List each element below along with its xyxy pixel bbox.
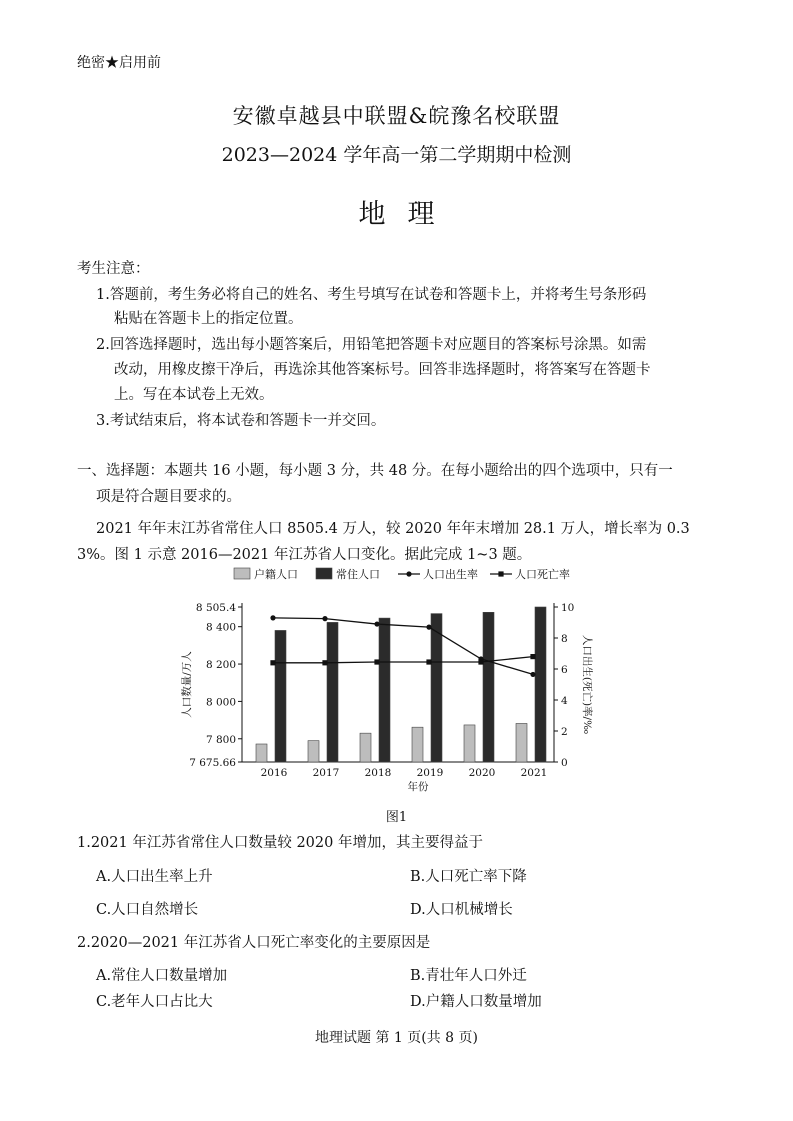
- point-birth-rate: [270, 615, 275, 620]
- bar-huji-population: [308, 741, 319, 762]
- confidential-mark: 绝密★启用前: [77, 55, 161, 71]
- question-2-option-d: D.户籍人口数量增加: [410, 994, 542, 1010]
- y2-tick-label: 10: [561, 602, 575, 614]
- passage-line2: 3%。图 1 示意 2016—2021 年江苏省人口变化。据此完成 1~3 题。: [77, 547, 532, 563]
- question-2-option-a: A.常住人口数量增加: [96, 968, 228, 984]
- y2-tick-label: 4: [561, 695, 568, 707]
- question-1-option-c: C.人口自然增长: [96, 902, 199, 918]
- y-axis-label: 人口数量/万人: [181, 651, 193, 718]
- bar-resident-population: [483, 612, 494, 762]
- bar-huji-population: [256, 744, 267, 762]
- legend-label: 人口死亡率: [515, 568, 570, 581]
- y-tick-label: 7 675.66: [189, 757, 236, 769]
- exam-title-line2: 2023—2024 学年高一第二学期期中检测: [221, 144, 572, 166]
- legend-swatch-resident: [316, 568, 332, 579]
- x-axis-label: 年份: [407, 781, 429, 793]
- notice-item-3: 3.考试结束后，将本试卷和答题卡一并交回。: [96, 413, 386, 429]
- x-tick-label: 2019: [416, 767, 444, 779]
- chart-caption: 图1: [385, 810, 408, 825]
- notice-item-2: 2.回答选择题时，选出每小题答案后，用铅笔把答题卡对应题目的答案标号涂黑。如需: [96, 337, 647, 353]
- legend-marker-square: [498, 571, 503, 576]
- chart-bars: [256, 607, 546, 762]
- section-heading-cont: 项是符合题目要求的。: [96, 489, 241, 505]
- point-birth-rate: [530, 672, 535, 677]
- notice-item-1: 1.答题前，考生务必将自己的姓名、考生号填写在试卷和答题卡上，并将考生号条形码: [96, 287, 647, 303]
- bar-resident-population: [275, 630, 286, 762]
- point-birth-rate: [322, 616, 327, 621]
- legend-label: 常住人口: [336, 568, 380, 581]
- y-tick-label: 8 200: [205, 659, 236, 672]
- point-death-rate: [374, 659, 379, 664]
- y-tick-label: 7 800: [205, 733, 236, 746]
- notice-item-2-cont: 改动，用橡皮擦干净后，再选涂其他答案标号。回答非选择题时，将答案写在答题卡: [114, 362, 651, 378]
- passage-line1: 2021 年年末江苏省常住人口 8505.4 万人，较 2020 年年末增加 28.1 万人，增长率为 0.3: [96, 521, 690, 537]
- section-heading: 一、选择题：本题共 16 小题，每小题 3 分，共 48 分。在每小题给出的四个选项中，只有一: [77, 463, 673, 479]
- legend-label: 户籍人口: [254, 568, 298, 581]
- bar-huji-population: [464, 725, 475, 762]
- x-tick-label: 2021: [520, 767, 548, 779]
- point-death-rate: [270, 660, 275, 665]
- y2-axis-label: 人口出生(死亡)率/‰: [581, 634, 593, 735]
- notice-item-1-cont: 粘贴在答题卡上的指定位置。: [114, 311, 303, 327]
- page-footer: 地理试题 第 1 页(共 8 页): [315, 1030, 478, 1046]
- chart-legend: [234, 567, 570, 581]
- question-1-option-b: B.人口死亡率下降: [410, 869, 527, 885]
- bar-huji-population: [412, 727, 423, 762]
- point-death-rate: [322, 660, 327, 665]
- notice-heading: 考生注意：: [77, 261, 150, 277]
- question-1-stem: 1.2021 年江苏省常住人口数量较 2020 年增加，其主要得益于: [77, 835, 483, 851]
- question-2-stem: 2.2020—2021 年江苏省人口死亡率变化的主要原因是: [77, 935, 431, 951]
- y2-tick-label: 8: [561, 633, 568, 645]
- bar-resident-population: [431, 614, 442, 762]
- x-tick-label: 2018: [364, 767, 392, 779]
- x-tick-label: 2016: [260, 767, 288, 779]
- y2-tick-label: 6: [561, 664, 568, 676]
- point-birth-rate: [426, 625, 431, 630]
- legend-label: 人口出生率: [423, 568, 478, 581]
- bar-huji-population: [516, 723, 527, 762]
- point-death-rate: [478, 659, 483, 664]
- legend-marker-dot: [406, 571, 411, 576]
- legend-swatch-huji: [234, 568, 250, 579]
- y-tick-label: 8 400: [205, 621, 236, 634]
- y2-tick-label: 0: [561, 757, 568, 769]
- point-death-rate: [530, 654, 535, 659]
- subject-title: 地理: [358, 199, 457, 230]
- y-tick-label: 8 505.4: [195, 602, 236, 614]
- population-chart: [180, 566, 610, 802]
- bar-resident-population: [327, 622, 338, 762]
- bar-resident-population: [379, 618, 390, 762]
- x-tick-label: 2017: [312, 767, 340, 779]
- bar-resident-population: [535, 607, 546, 762]
- x-tick-label: 2020: [468, 767, 496, 779]
- question-2-option-c: C.老年人口占比大: [96, 994, 213, 1010]
- question-1-option-a: A.人口出生率上升: [96, 869, 213, 885]
- question-1-option-d: D.人口机械增长: [410, 902, 513, 918]
- question-2-option-b: B.青壮年人口外迁: [410, 968, 527, 984]
- y-tick-label: 8 000: [205, 696, 236, 709]
- bar-huji-population: [360, 733, 371, 762]
- point-birth-rate: [374, 621, 379, 626]
- point-death-rate: [426, 659, 431, 664]
- y2-tick-label: 2: [561, 726, 568, 738]
- notice-item-2-cont2: 上。写在本试卷上无效。: [114, 387, 274, 403]
- exam-title-line1: 安徽卓越县中联盟&皖豫名校联盟: [232, 104, 561, 128]
- chart-lines: [270, 615, 535, 677]
